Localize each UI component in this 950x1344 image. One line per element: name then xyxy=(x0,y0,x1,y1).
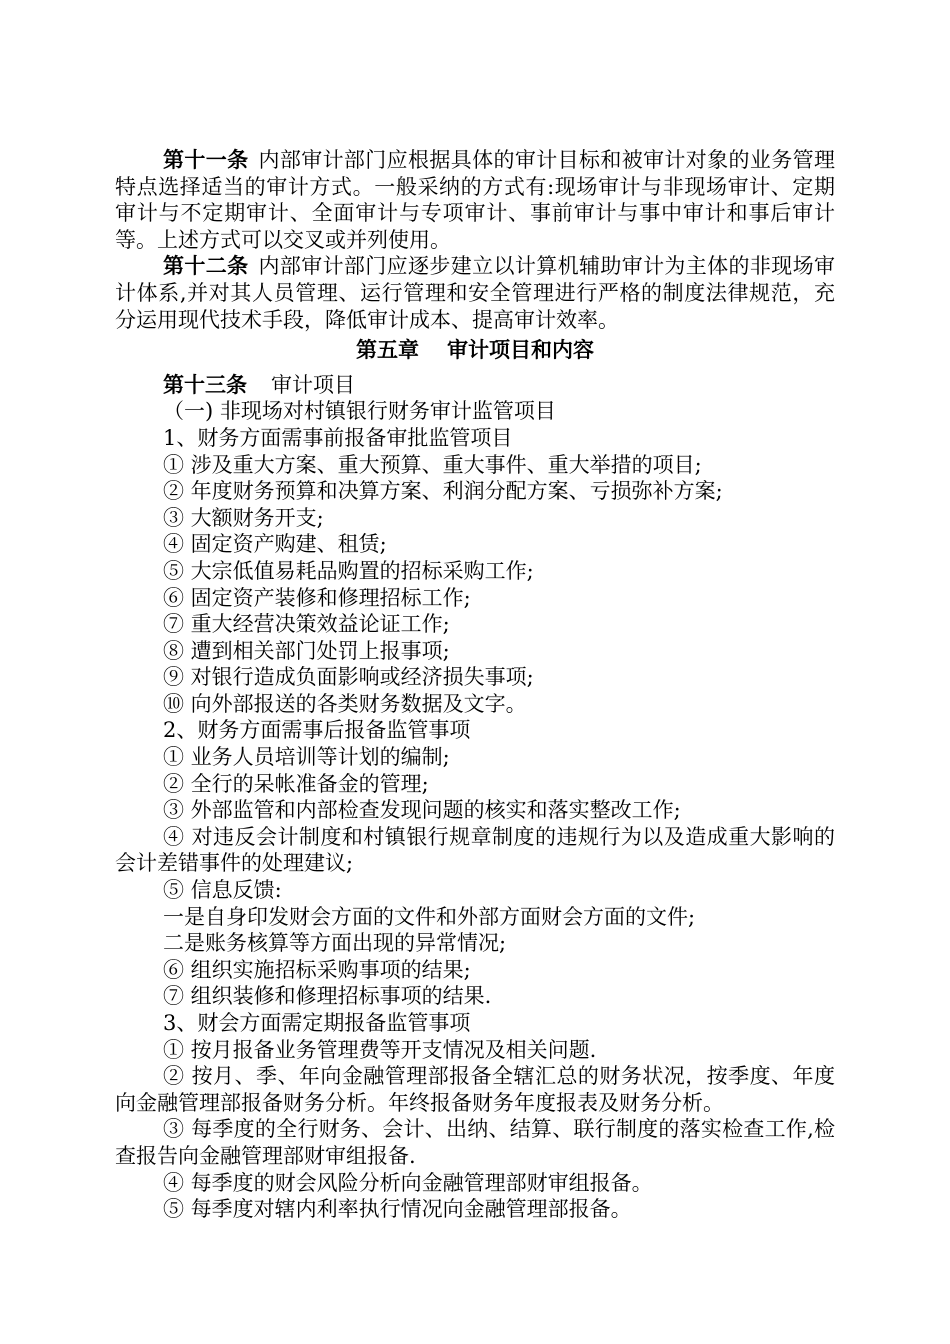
document-body xyxy=(115,147,835,1223)
list-item: ② 年度财务预算和决算方案、利润分配方案、亏损弥补方案; xyxy=(163,479,723,504)
article-12-heading: 第十二条 xyxy=(163,253,249,279)
list-item: ① 按月报备业务管理费等开支情况及相关问题. xyxy=(163,1037,597,1062)
list-item: ② 全行的呆帐准备金的管理; xyxy=(163,771,429,796)
list-item: 2、财务方面需事后报备监管事项 xyxy=(163,718,471,743)
list-item: ⑤ 每季度对辖内利率执行情况向金融管理部报备。 xyxy=(163,1197,632,1222)
audit-item-list xyxy=(115,398,835,1222)
list-item: ② 按月、季、年向金融管理部报备全辖汇总的财务状况，按季度、年度向金融管理部报备财务分析。年终报备财务年度报表及财务分析。 xyxy=(115,1064,835,1115)
list-item: ⑥ 固定资产装修和修理招标工作; xyxy=(163,585,471,610)
list-item: ⑩ 向外部报送的各类财务数据及文字。 xyxy=(163,691,527,716)
list-item: ⑦ 重大经营决策效益论证工作; xyxy=(163,612,450,637)
list-item: ③ 外部监管和内部检查发现问题的核实和落实整改工作; xyxy=(163,798,681,823)
list-item: 一是自身印发财会方面的文件和外部方面财会方面的文件; xyxy=(163,904,696,929)
article-12 xyxy=(115,253,835,333)
list-item: ④ 对违反会计制度和村镇银行规章制度的违规行为以及造成重大影响的会计差错事件的处理建议; xyxy=(115,824,835,876)
list-item: ④ 固定资产购建、租赁; xyxy=(163,532,387,557)
article-13 xyxy=(115,372,835,399)
article-13-title: 审计项目 xyxy=(271,372,355,397)
chapter-title: 审计项目和内容 xyxy=(447,337,594,363)
article-13-heading: 第十三条 xyxy=(163,371,247,397)
list-item: ① 业务人员培训等计划的编制; xyxy=(163,745,450,770)
article-11 xyxy=(115,147,835,253)
list-item: ⑥ 组织实施招标采购事项的结果; xyxy=(163,957,471,982)
list-item: ③ 每季度的全行财务、会计、出纳、结算、联行制度的落实检查工作,检查报告向金融管理部财审组报备. xyxy=(115,1117,835,1168)
list-item: 1、财务方面需事前报备审批监管项目 xyxy=(163,425,513,450)
list-item: ⑨ 对银行造成负面影响或经济损失事项; xyxy=(163,665,534,690)
article-11-heading: 第十一条 xyxy=(163,147,249,172)
article-11-text: 内部审计部门应根据具体的审计目标和被审计对象的业务管理特点选择适当的审计方式。一般采纳的方式有:现场审计与非现场审计、定期审计与不定期审计、全面审计与专项审计、事前审计与事中审计和事后审计等。上述方式可以交叉或并列使用。 xyxy=(115,148,835,252)
chapter-heading xyxy=(115,337,835,364)
list-item: ④ 每季度的财会风险分析向金融管理部财审组报备。 xyxy=(163,1170,653,1195)
list-item: ⑧ 遭到相关部门处罚上报事项; xyxy=(163,638,450,663)
chapter-number: 第五章 xyxy=(356,337,419,363)
list-item: ⑤ 大宗低值易耗品购置的招标采购工作; xyxy=(163,558,534,583)
article-12-text: 内部审计部门应逐步建立以计算机辅助审计为主体的非现场审计体系,并对其人员管理、运行管理和安全管理进行严格的制度法律规范，充分运用现代技术手段，降低审计成本、提高审计效率。 xyxy=(115,254,835,332)
list-item: ⑦ 组织装修和修理招标事项的结果. xyxy=(163,984,492,1009)
list-item: ⑤ 信息反馈: xyxy=(163,878,282,903)
list-item: 二是账务核算等方面出现的异常情况; xyxy=(163,931,507,956)
list-item: 3、财会方面需定期报备监管事项 xyxy=(163,1011,471,1035)
list-item: ① 涉及重大方案、重大预算、重大事件、重大举措的项目; xyxy=(163,452,702,477)
list-item: （一) 非现场对村镇银行财务审计监管项目 xyxy=(163,399,556,424)
list-item: ③ 大额财务开支; xyxy=(163,505,324,530)
